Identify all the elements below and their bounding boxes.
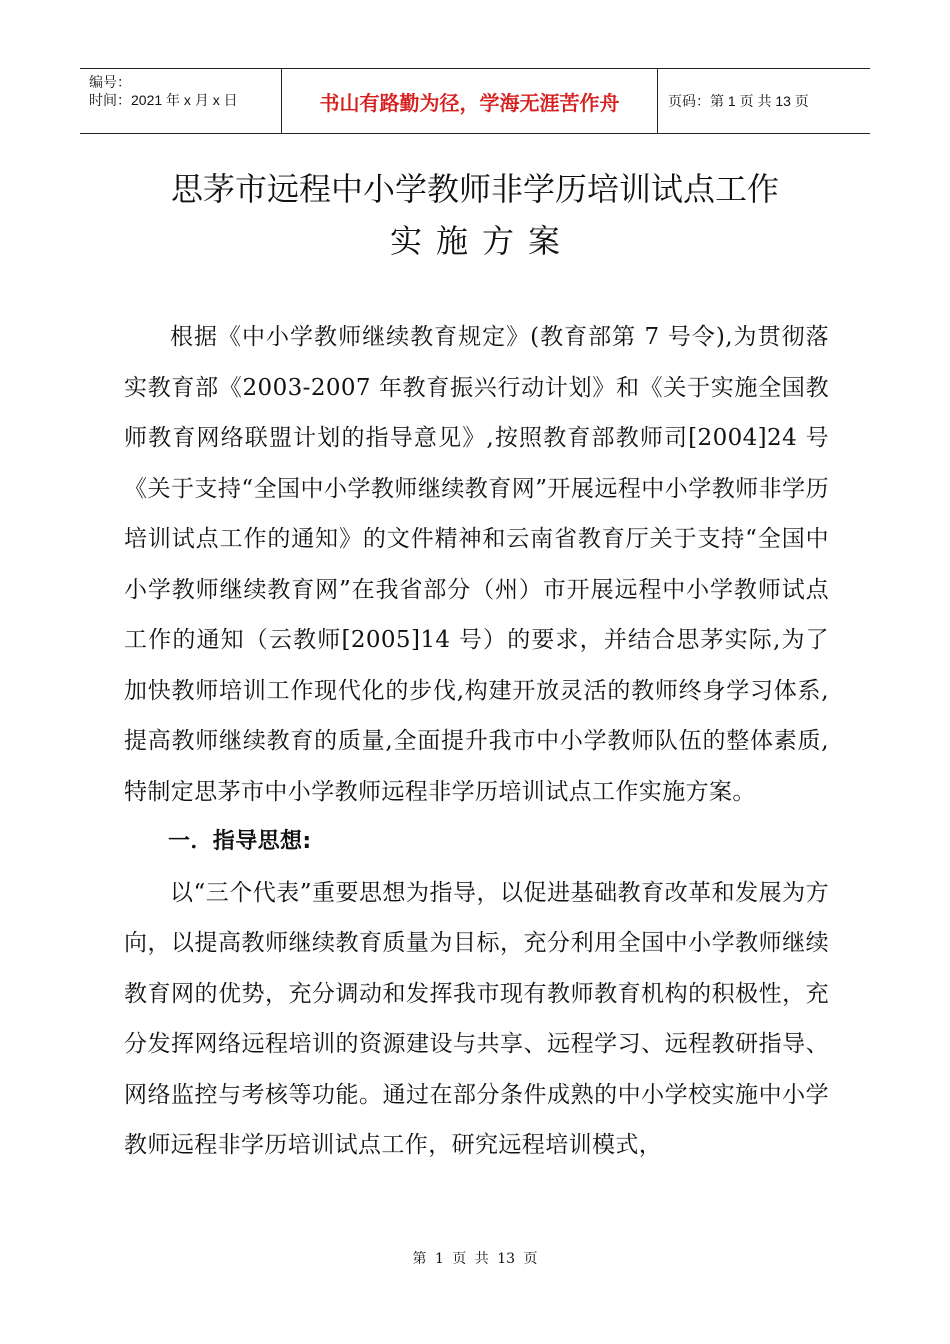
document-body: [124, 312, 829, 1171]
document-title: 思茅市远程中小学教师非学历培训试点工作: [170, 170, 779, 208]
header-page-cell: [658, 69, 870, 133]
document-time-label: 时间：2021 年 x 月 x 日: [89, 92, 238, 108]
document-number-label: 编号：: [89, 74, 131, 90]
section-heading-guiding-ideology: 一．指导思想:: [168, 829, 312, 854]
guiding-ideology-paragraph: 以“三个代表”重要思想为指导，以促进基础教育改革和发展为方向，以提高教师继续教育质量为目标，充分利用全国中小学教师继续教育网的优势，充分调动和发挥我市现有教师教育机构的积极性，充分发挥网络远程培训的资源建设与共享、远程学习、远程教研指导、网络监控与考核等功能。通过在部分条件成熟的中小学校实施中小学教师远程非学历培训试点工作，研究远程培训模式，: [124, 879, 829, 1158]
header-meta-cell: [80, 69, 281, 133]
header-table: [80, 68, 870, 134]
header-page-info: 页码：第 1 页 共 13 页: [668, 93, 809, 109]
intro-paragraph: 根据《中小学教师继续教育规定》(教育部第 7 号令),为贯彻落实教育部《2003-2007 年教育振兴行动计划》和《关于实施全国教师教育网络联盟计划的指导意见》,按照教育部教师司[2004]24 号《关于支持“全国中小学教师继续教育网”开展远程中小学教师非学历培训试点工作的通知》的文件精神和云南省教育厅关于支持“全国中小学教师继续教育网”在我省部分（州）市开展远程中小学教师试点工作的通知（云教师[2005]14 号）的要求，并结合思茅实际,为了加快教师培训工作现代化的步伐,构建开放灵活的教师终身学习体系,提高教师继续教育的质量,全面提升我市中小学教师队伍的整体素质,特制定思茅市中小学教师远程非学历培训试点工作实施方案。: [124, 324, 829, 805]
header-motto-cell: [281, 69, 658, 133]
page-footer: 第 1 页 共 13 页: [412, 1251, 538, 1267]
document-subtitle: 实施方案: [389, 222, 574, 260]
header-motto: 书山有路勤为径，学海无涯苦作舟: [319, 90, 620, 115]
